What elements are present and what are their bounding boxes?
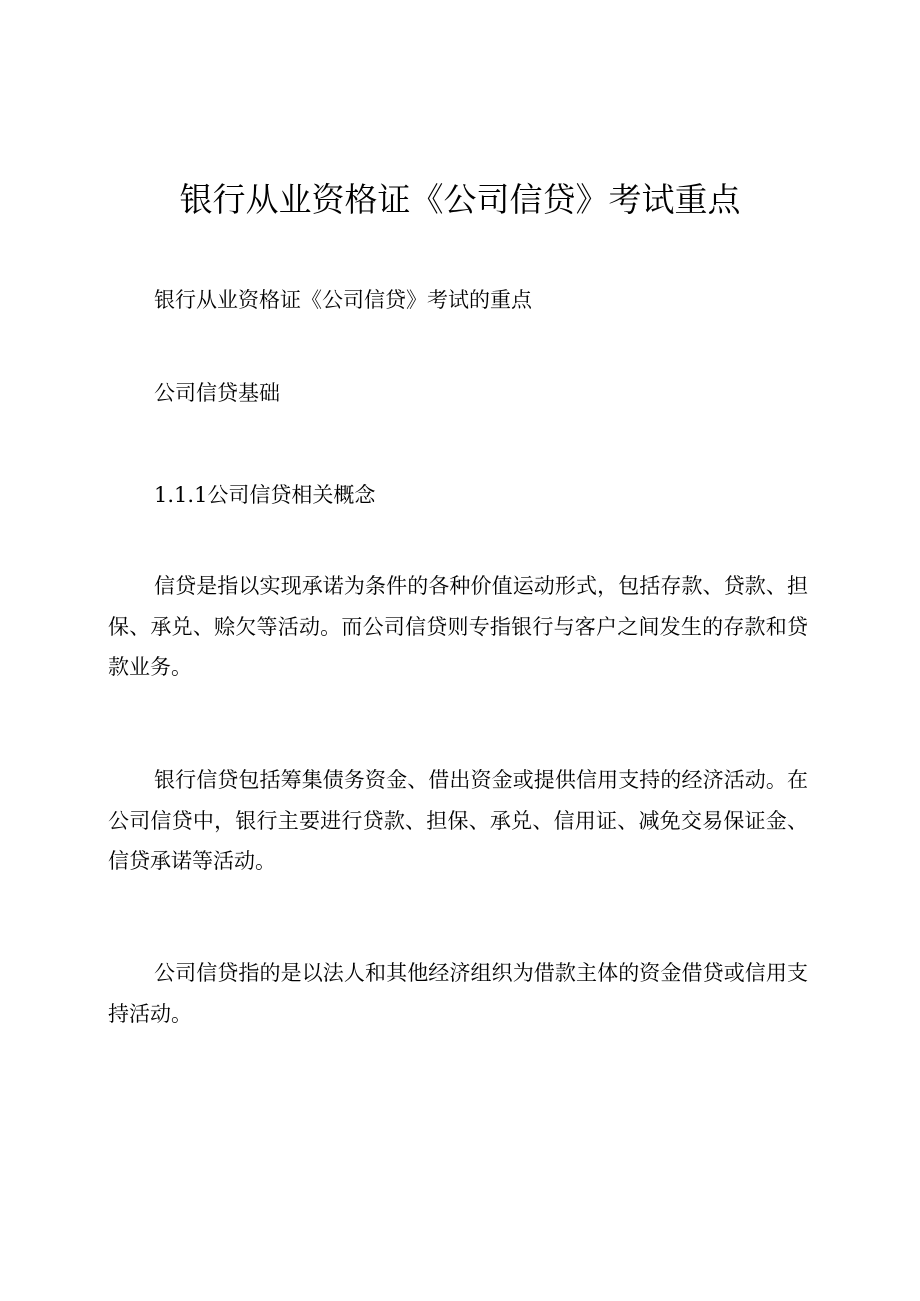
subsection-heading: 1.1.1公司信贷相关概念: [154, 483, 376, 507]
section-heading: 公司信贷基础: [154, 381, 280, 405]
paragraph-1: 信贷是指以实现承诺为条件的各种价值运动形式，包括存款、贷款、担保、承兑、赊欠等活动。而公司信贷则专指银行与客户之间发生的存款和贷款业务。: [108, 574, 808, 679]
paragraph-3: 公司信贷指的是以法人和其他经济组织为借款主体的资金借贷或信用支持活动。: [108, 961, 808, 1026]
paragraph-2: 银行信贷包括筹集债务资金、借出资金或提供信用支持的经济活动。在公司信贷中，银行主要进行贷款、担保、承兑、信用证、减免交易保证金、信贷承诺等活动。: [108, 768, 808, 873]
document-subtitle: 银行从业资格证《公司信贷》考试的重点: [154, 288, 532, 312]
document-title: 银行从业资格证《公司信贷》考试重点: [179, 180, 741, 219]
